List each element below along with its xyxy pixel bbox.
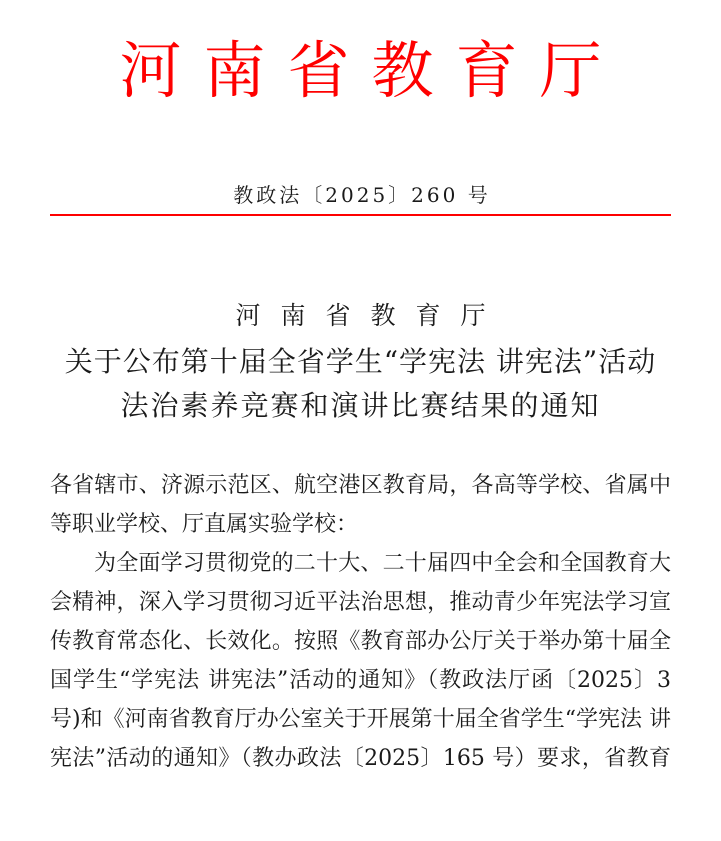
body-line-paragraph-1: 为全面学习贯彻党的二十大、二十届四中全会和全国教育大 bbox=[94, 551, 671, 576]
body-line-paragraph-6: 宪法”活动的通知》（教办政法〔2025〕165 号）要求，省教育 bbox=[50, 746, 671, 771]
body-line-paragraph-2: 会精神，深入学习贯彻习近平法治思想，推动青少年宪法学习宣 bbox=[50, 590, 671, 615]
title-subject-line-1: 关于公布第十届全省学生“学宪法 讲宪法”活动 bbox=[64, 345, 657, 378]
red-divider-line bbox=[50, 214, 671, 216]
body-line-paragraph-3: 传教育常态化、长效化。按照《教育部办公厅关于举办第十届全 bbox=[50, 629, 671, 654]
document-number: 教政法〔2025〕260 号 bbox=[233, 183, 491, 207]
agency-masthead: 河南省教育厅 bbox=[119, 34, 624, 107]
title-subject-line-2: 法治素养竞赛和演讲比赛结果的通知 bbox=[120, 389, 601, 422]
body-line-salutation-1: 各省辖市、济源示范区、航空港区教育局，各高等学校、省属中 bbox=[50, 473, 671, 498]
document-body bbox=[50, 466, 671, 778]
title-agency-line: 河南省教育厅 bbox=[235, 301, 506, 330]
body-line-paragraph-5: 号)和《河南省教育厅办公室关于开展第十届全省学生“学宪法 讲 bbox=[50, 707, 671, 732]
body-line-salutation-2: 等职业学校、厅直属实验学校： bbox=[50, 512, 359, 537]
body-line-paragraph-4: 国学生“学宪法 讲宪法”活动的通知》（教政法厅函〔2025〕3 bbox=[50, 668, 671, 693]
